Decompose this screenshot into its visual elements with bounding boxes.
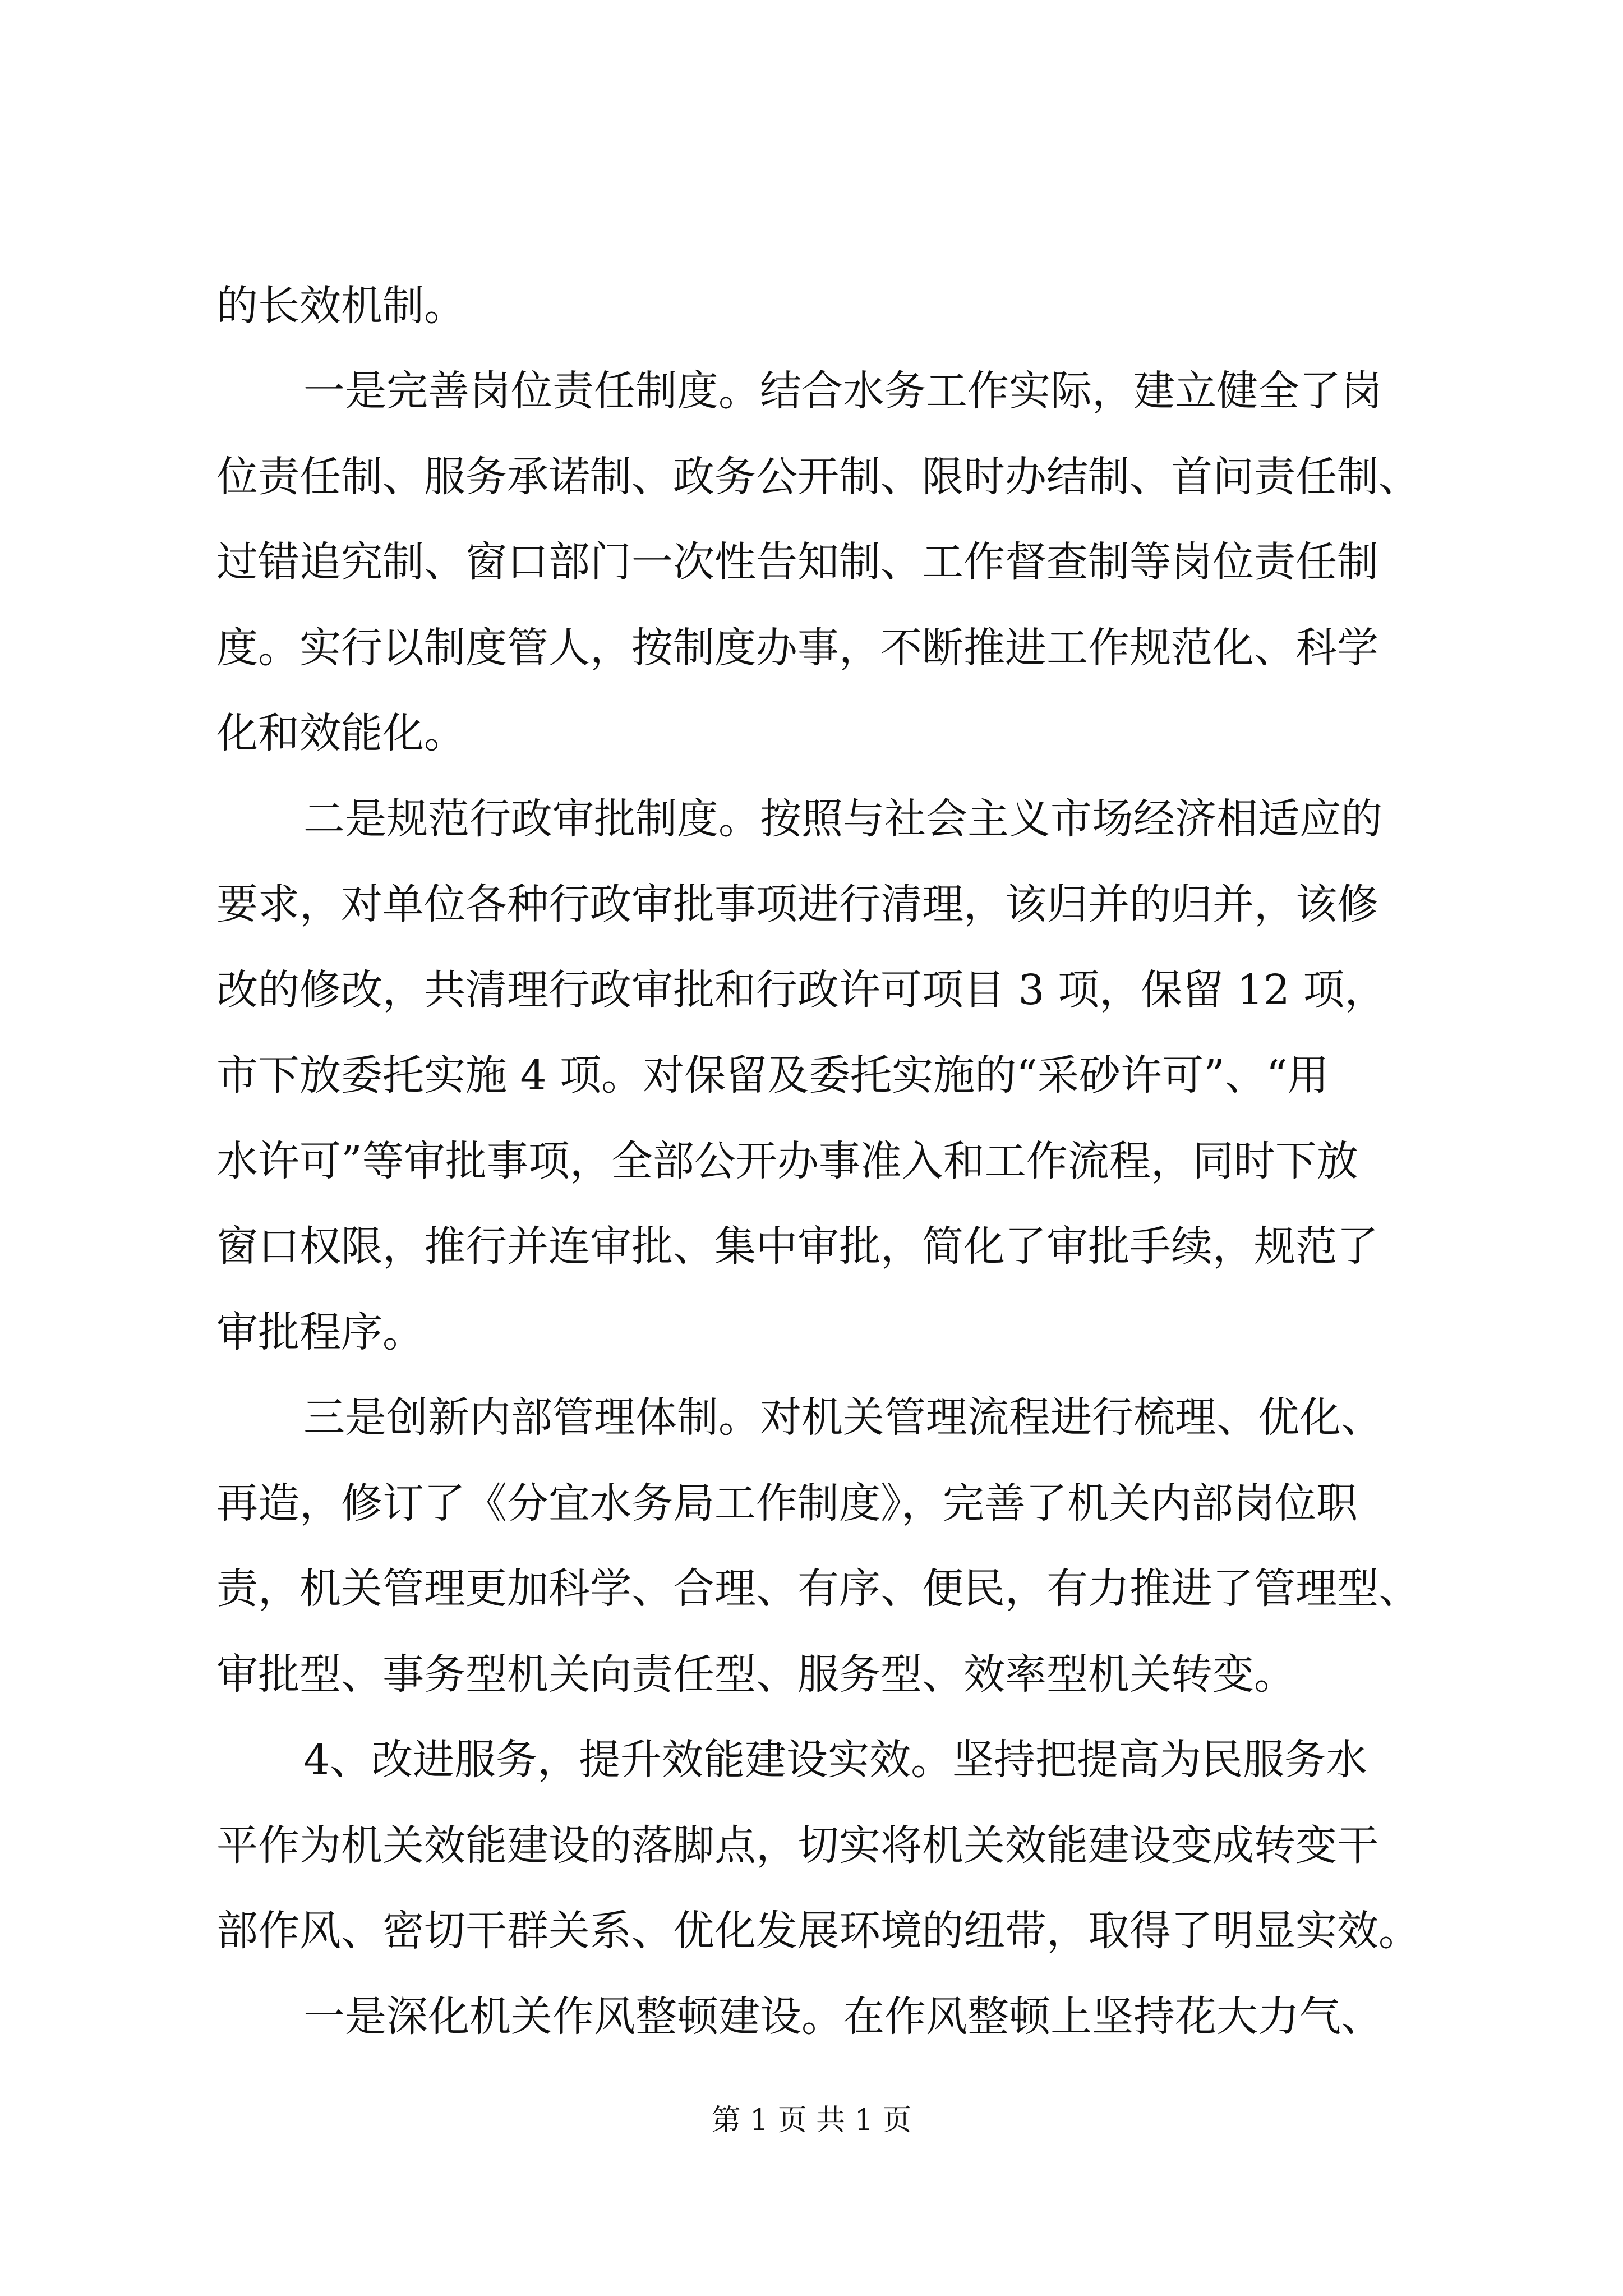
text-line: 要求，对单位各种行政审批事项进行清理，该归并的归并，该修: [216, 880, 1378, 928]
text-line: 部作风、密切干群关系、优化发展环境的纽带，取得了明显实效。: [216, 1907, 1420, 1955]
text-line: 位责任制、服务承诺制、政务公开制、限时办结制、首问责任制、: [216, 453, 1420, 501]
paragraph-first-line: 一是完善岗位责任制度。结合水务工作实际，建立健全了岗: [303, 367, 1382, 415]
paragraph-first-line: 三是创新内部管理体制。对机关管理流程进行梳理、优化、: [303, 1393, 1382, 1442]
text-line: 水许可”等审批事项，全部公开办事准入和工作流程，同时下放: [216, 1137, 1358, 1185]
text-line: 市下放委托实施 4 项。对保留及委托实施的“采砂许可”、“用: [216, 1051, 1329, 1099]
text-line: 审批型、事务型机关向责任型、服务型、效率型机关转变。: [216, 1650, 1295, 1699]
text-line: 的长效机制。: [216, 282, 465, 330]
paragraph-first-line: 一是深化机关作风整顿建设。在作风整顿上坚持花大力气、: [303, 1993, 1382, 2041]
text-line: 平作为机关效能建设的落脚点，切实将机关效能建设变成转变干: [216, 1821, 1378, 1870]
text-line: 责，机关管理更加科学、合理、有序、便民，有力推进了管理型、: [216, 1565, 1420, 1613]
text-line: 过错追究制、窗口部门一次性告知制、工作督查制等岗位责任制: [216, 538, 1378, 586]
text-line: 审批程序。: [216, 1308, 424, 1356]
text-line: 度。实行以制度管人，按制度办事，不断推进工作规范化、科学: [216, 624, 1378, 672]
text-line: 化和效能化。: [216, 709, 465, 757]
paragraph-first-line: 4、改进服务，提升效能建设实效。坚持把提高为民服务水: [303, 1736, 1368, 1784]
text-line: 改的修改，共清理行政审批和行政许可项目 3 项，保留 12 项，: [216, 966, 1386, 1014]
page-number-footer: 第 1 页 共 1 页: [711, 2104, 912, 2137]
text-line: 窗口权限，推行并连审批、集中审批，简化了审批手续，规范了: [216, 1222, 1378, 1271]
paragraph-first-line: 二是规范行政审批制度。按照与社会主义市场经济相适应的: [303, 795, 1382, 843]
text-line: 再造，修订了《分宜水务局工作制度》，完善了机关内部岗位职: [216, 1479, 1358, 1527]
